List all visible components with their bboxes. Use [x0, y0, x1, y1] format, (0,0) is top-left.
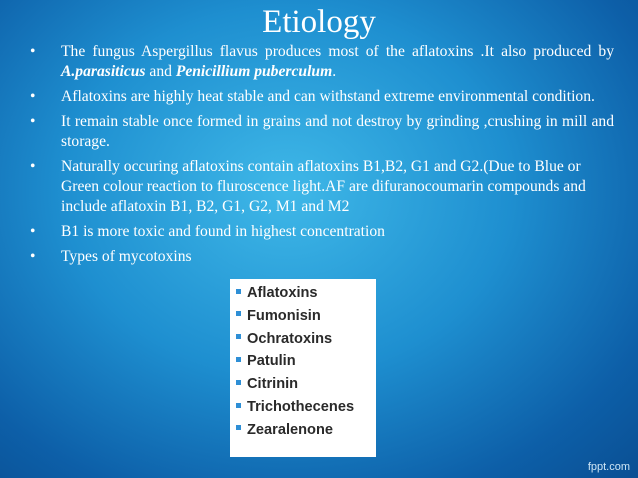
watermark-text: fppt.com — [587, 461, 630, 473]
mycotoxin-label: Fumonisin — [247, 307, 321, 324]
mycotoxin-types-list — [230, 279, 376, 457]
bullet-text: The fungus Aspergillus flavus produces most of the aflatoxins .It also produced by — [61, 43, 614, 60]
mycotoxin-item — [236, 396, 376, 419]
bullet-item — [30, 87, 614, 107]
bullet-item — [30, 112, 614, 152]
bullet-square-icon — [236, 380, 241, 385]
bullet-emphasis: Penicillium puberculum — [175, 63, 333, 80]
bullet-square-icon — [236, 311, 241, 316]
bullet-item — [30, 222, 614, 242]
bullet-dot: • — [30, 248, 36, 265]
mycotoxin-item — [236, 350, 376, 373]
bullet-square-icon — [236, 357, 241, 362]
mycotoxin-item — [236, 373, 376, 396]
mycotoxin-label: Citrinin — [247, 376, 299, 393]
bullet-text: Types of mycotoxins — [61, 248, 192, 265]
bullet-text: Aflatoxins are highly heat stable and can withstand extreme environmental condition. — [61, 88, 595, 105]
bullet-text: . — [332, 63, 337, 80]
bullet-emphasis: A.parasiticus — [61, 63, 146, 80]
bullet-dot: • — [30, 158, 36, 175]
bullet-square-icon — [236, 403, 241, 408]
bullet-dot: • — [30, 43, 36, 60]
bullet-text: B1 is more toxic and found in highest concentration — [61, 223, 385, 240]
mycotoxin-label: Ochratoxins — [247, 330, 333, 347]
bullet-item — [30, 157, 614, 217]
bullet-dot: • — [30, 113, 36, 130]
bullet-text: and — [145, 63, 176, 80]
mycotoxin-label: Zearalenone — [247, 421, 333, 438]
bullet-text: Naturally occuring aflatoxins contain aflatoxins B1,B2, G1 and G2.(Due to Blue or Green colour reaction to fluroscence light.AF are difuranocoumarin compounds and include aflatoxin B1, B2, G1, G2, M1 and M2 — [61, 158, 586, 215]
mycotoxin-item — [236, 282, 376, 305]
bullet-dot: • — [30, 223, 36, 240]
bullet-list — [30, 42, 614, 272]
mycotoxin-item — [236, 305, 376, 328]
mycotoxin-label: Trichothecenes — [247, 398, 355, 415]
mycotoxin-label: Aflatoxins — [247, 285, 318, 301]
bullet-item — [30, 42, 614, 82]
mycotoxin-label: Patulin — [247, 353, 296, 370]
bullet-square-icon — [236, 334, 241, 339]
bullet-square-icon — [236, 425, 241, 430]
slide-title: Etiology — [262, 4, 376, 40]
bullet-text: It remain stable once formed in grains and not destroy by grinding ,crushing in mill and storage. — [61, 113, 614, 150]
mycotoxin-item — [236, 328, 376, 351]
bullet-item — [30, 247, 614, 267]
mycotoxin-item — [236, 419, 376, 442]
bullet-square-icon — [236, 289, 241, 294]
bullet-dot: • — [30, 88, 36, 105]
